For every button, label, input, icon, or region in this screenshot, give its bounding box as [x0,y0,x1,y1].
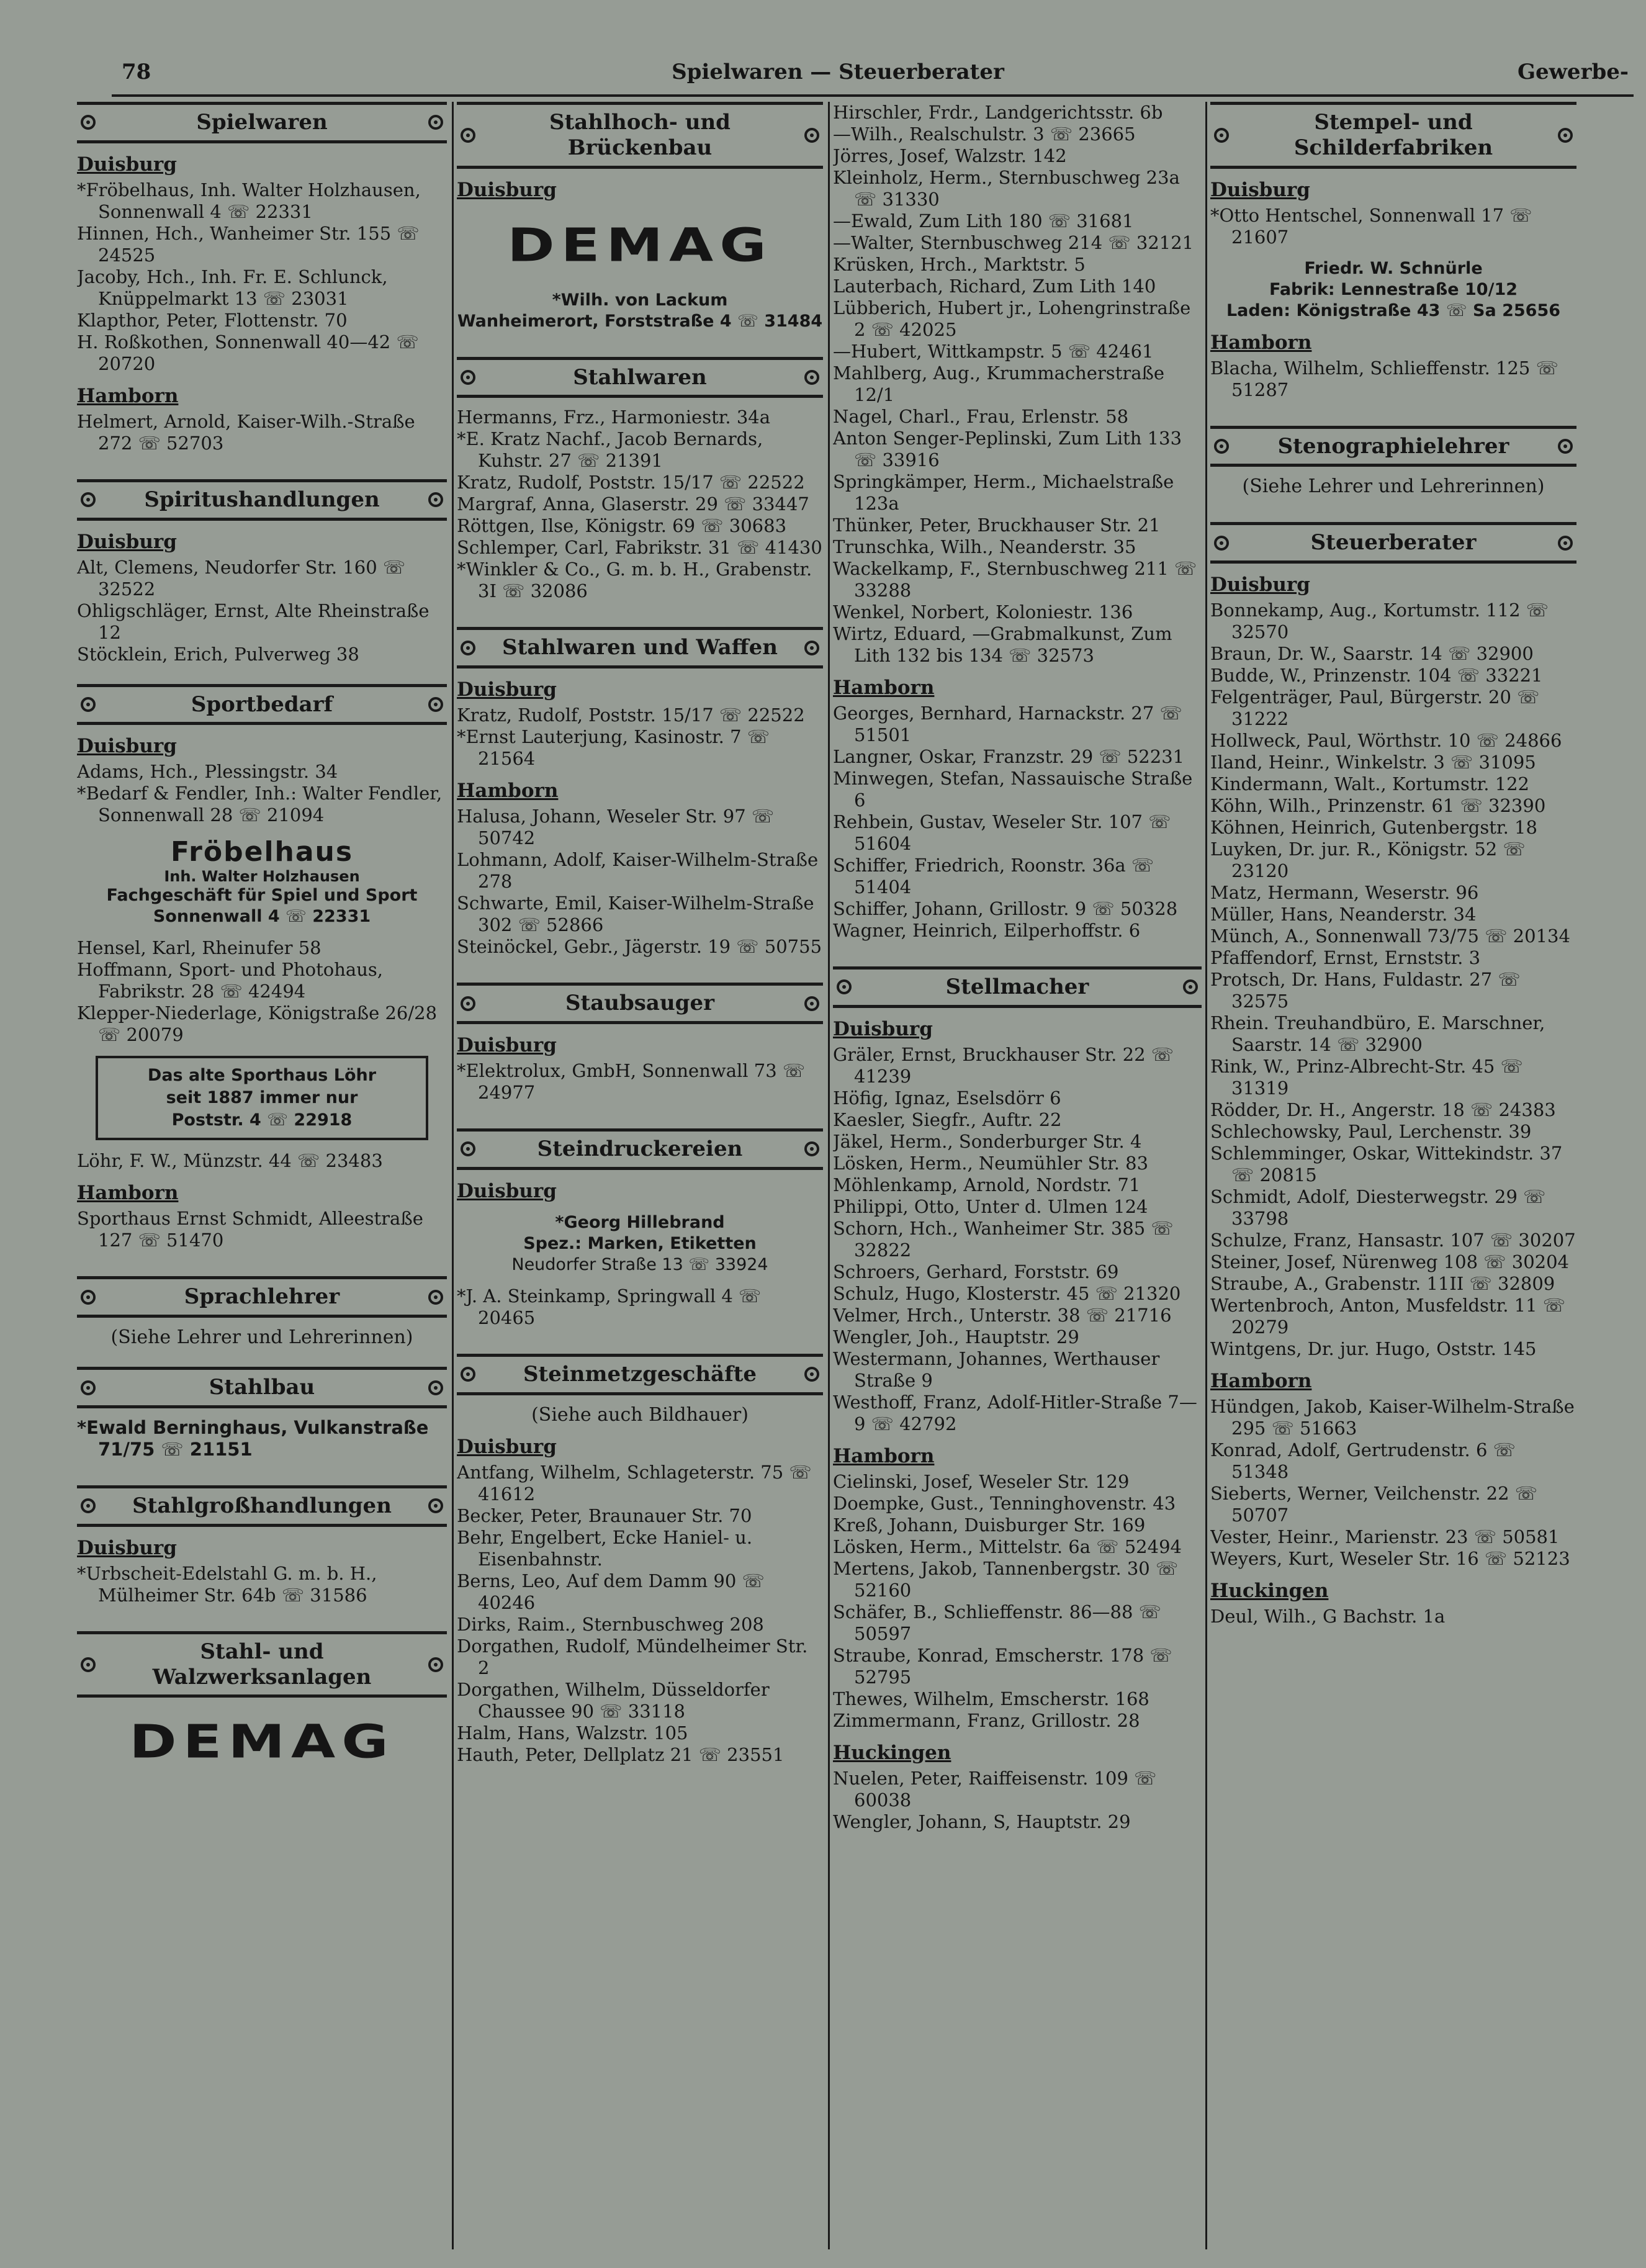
column-3 [833,102,1202,2256]
directory-entry: Jäkel, Herm., Sonderburger Str. 4 [833,1130,1142,1152]
directory-entry: Halm, Hans, Walzstr. 105 [457,1722,688,1744]
directory-entry: Straube, Konrad, Emscherstr. 178 ☏ 52795 [833,1644,1172,1688]
entry-list [77,1150,447,1172]
directory-entry: Minwegen, Stefan, Nassauische Straße 6 [833,768,1193,811]
directory-entry: Konrad, Adolf, Gertrudenstr. 6 ☏ 51348 [1210,1439,1516,1483]
directory-entry: Budde, W., Prinzenstr. 104 ☏ 33221 [1210,665,1543,686]
directory-entry: Helmert, Arnold, Kaiser-Wilh.-Straße 272 ☏ 52703 [77,410,415,454]
directory-entry: Köhn, Wilh., Prinzenstr. 61 ☏ 32390 [1210,795,1546,817]
city-heading: Duisburg [77,530,177,553]
section-header: Stahlgroßhandlungen [77,1485,447,1527]
section-header: Steindruckereien [457,1128,823,1170]
section-header: Stenographielehrer [1210,426,1576,467]
entry-list [833,1471,1202,1732]
demag-logo: DEMAG [129,1716,395,1769]
directory-entry: Wenkel, Norbert, Koloniestr. 136 [833,601,1133,623]
advertisement: *Georg Hillebrand Spez.: Marken, Etiketten Neudorfer Straße 13 ☏ 33924 [511,1212,768,1274]
section-header: Stempel- und Schilderfabriken [1210,102,1576,169]
directory-entry: Lösken, Herm., Mittelstr. 6a ☏ 52494 [833,1536,1182,1557]
directory-entry: Löhr, F. W., Münzstr. 44 ☏ 23483 [77,1150,383,1172]
bullet-icon [804,641,819,655]
bullet-icon [804,996,819,1011]
directory-entry: Nuelen, Peter, Raiffeisenstr. 109 ☏ 60038 [833,1767,1157,1811]
advertisement: *Wilh. von Lackum Wanheimerort, Forststraße 4 ☏ 31484 [457,290,823,331]
directory-entry: Blacha, Wilhelm, Schlieffenstr. 125 ☏ 51287 [1210,357,1558,400]
directory-entry: Vester, Heinr., Marienstr. 23 ☏ 50581 [1210,1526,1560,1548]
column-rule [828,102,830,2249]
entry-list [77,1563,447,1606]
bullet-icon [428,1380,443,1395]
directory-entry: Hensel, Karl, Rheinufer 58 [77,937,322,959]
section-header: Steinmetzgeschäfte [457,1354,823,1395]
bullet-icon [461,128,475,143]
directory-entry: Georges, Bernhard, Harnackstr. 27 ☏ 51501 [833,703,1182,745]
directory-entry: Hinnen, Hch., Wanheimer Str. 155 ☏ 24525 [77,222,420,266]
directory-entry: —Wilh., Realschulstr. 3 ☏ 23665 [833,124,1136,145]
running-title: Spielwaren — Steuerberater [672,60,1004,84]
directory-entry: Westhoff, Franz, Adolf-Hitler-Straße 7—9 ☏ 42792 [833,1391,1197,1434]
directory-entry: Sporthaus Ernst Schmidt, Alleestraße 127 ☏ 51470 [77,1208,423,1251]
header-rule [112,94,1634,97]
directory-entry: Westermann, Johannes, Werthauser Straße 9 [833,1348,1160,1391]
directory-entry: Jörres, Josef, Walzstr. 142 [833,145,1067,166]
bullet-icon [428,1657,443,1672]
directory-entry: Iland, Heinr., Winkelstr. 3 ☏ 31095 [1210,752,1536,773]
section-header: Staubsauger [457,983,823,1024]
directory-entry: Lohmann, Adolf, Kaiser-Wilhelm-Straße 278 [457,849,819,893]
entry-list [77,937,447,1046]
directory-entry: Kratz, Rudolf, Poststr. 15/17 ☏ 22522 [457,704,805,726]
entry-list [77,1417,447,1460]
directory-entry: Wengler, Joh., Hauptstr. 29 [833,1326,1079,1348]
entry-list [1210,358,1576,401]
city-heading: Hamborn [1210,331,1312,354]
directory-entry: Anton Senger-Peplinski, Zum Lith 133 ☏ 33916 [833,428,1182,470]
directory-entry: Schmidt, Adolf, Diesterwegstr. 29 ☏ 33798 [1210,1186,1546,1230]
directory-entry: *Urbscheit-Edelstahl G. m. b. H., Mülheimer Str. 64b ☏ 31586 [77,1562,377,1606]
city-heading: Hamborn [833,1444,935,1467]
bullet-icon [428,1498,443,1513]
directory-entry: Schulze, Franz, Hansastr. 107 ☏ 30207 [1210,1230,1576,1251]
bullet-icon [461,1141,475,1156]
bullet-icon [461,1367,475,1382]
city-heading: Duisburg [457,1033,557,1056]
city-heading: Duisburg [1210,574,1310,596]
directory-entry: Lauterbach, Richard, Zum Lith 140 [833,276,1156,297]
bullet-icon [81,492,96,507]
directory-entry: Straube, A., Grabenstr. 11II ☏ 32809 [1210,1273,1555,1295]
bullet-icon [428,115,443,130]
entry-list [1210,205,1576,248]
see-also-note: (Siehe auch Bildhauer) [531,1403,749,1426]
city-heading: Duisburg [457,178,557,201]
entry-list [457,1285,823,1329]
city-heading: Hamborn [77,384,179,407]
directory-entry: Rödder, Dr. H., Angerstr. 18 ☏ 24383 [1210,1099,1556,1121]
column-rule [452,102,454,2249]
bullet-icon [1558,439,1573,454]
directory-entry: Steinöckel, Gebr., Jägerstr. 19 ☏ 50755 [457,936,822,958]
directory-entry: Braun, Dr. W., Saarstr. 14 ☏ 32900 [1210,643,1534,665]
advertisement: Fröbelhaus Inh. Walter Holzhausen Fachgeschäft für Spiel und Sport Sonnenwall 4 ☏ 22331 [106,836,418,927]
directory-entry: Pfaffendorf, Ernst, Ernststr. 3 [1210,947,1481,969]
directory-entry: Bonnekamp, Aug., Kortumstr. 112 ☏ 32570 [1210,600,1549,643]
directory-entry: Hermanns, Frz., Harmoniestr. 34a [457,407,771,428]
directory-entry: H. Roßkothen, Sonnenwall 40—42 ☏ 20720 [77,331,419,374]
directory-entry: Kleinholz, Herm., Sternbuschweg 23a ☏ 31330 [833,167,1180,210]
directory-entry: Wagner, Heinrich, Eilperhoffstr. 6 [833,920,1141,941]
directory-entry: Rink, W., Prinz-Albrecht-Str. 45 ☏ 31319 [1210,1056,1523,1099]
bullet-icon [837,979,852,994]
directory-entry: —Hubert, Wittkampstr. 5 ☏ 42461 [833,341,1154,362]
directory-entry: Berns, Leo, Auf dem Damm 90 ☏ 40246 [457,1570,765,1613]
section-header: Stahlbau [77,1367,447,1408]
directory-entry: Schäfer, B., Schlieffenstr. 86—88 ☏ 50597 [833,1601,1161,1644]
entry-list [77,761,447,826]
bullet-icon [461,641,475,655]
directory-entry: *Ernst Lauterjung, Kasinostr. 7 ☏ 21564 [457,726,770,770]
bullet-icon [428,1290,443,1305]
directory-entry: Felgenträger, Paul, Bürgerstr. 20 ☏ 31222 [1210,686,1540,730]
directory-entry: *Bedarf & Fendler, Inh.: Walter Fendler, Sonnenwall 28 ☏ 21094 [77,783,443,826]
directory-entry: Weyers, Kurt, Weseler Str. 16 ☏ 52123 [1210,1548,1570,1570]
column-4 [1210,102,1576,2256]
directory-entry: Matz, Hermann, Weserstr. 96 [1210,882,1479,904]
bullet-icon [81,1290,96,1305]
city-heading: Hamborn [457,780,559,803]
bullet-icon [81,1380,96,1395]
entry-list [1210,1606,1576,1627]
directory-entry: Sieberts, Werner, Veilchenstr. 22 ☏ 50707 [1210,1483,1538,1526]
bullet-icon [1214,128,1229,143]
directory-entry: Thünker, Peter, Bruckhauser Str. 21 [833,515,1161,536]
directory-entry: Krüsken, Hrch., Marktstr. 5 [833,254,1086,275]
entry-list [833,1044,1202,1435]
directory-entry: Kindermann, Walt., Kortumstr. 122 [1210,773,1529,795]
entry-list [457,407,823,602]
directory-entry: *E. Kratz Nachf., Jacob Bernards, Kuhstr. 27 ☏ 21391 [457,428,763,472]
directory-entry: Mahlberg, Aug., Krummacherstraße 12/1 [833,362,1165,405]
entry-list [833,1768,1202,1833]
directory-entry: Steiner, Josef, Nürenweg 108 ☏ 30204 [1210,1251,1570,1273]
directory-entry: Ohligschläger, Ernst, Alte Rheinstraße 12 [77,600,429,643]
directory-entry: Velmer, Hrch., Unterstr. 38 ☏ 21716 [833,1304,1172,1326]
directory-entry: Luyken, Dr. jur. R., Königstr. 52 ☏ 23120 [1210,839,1526,882]
bullet-icon [81,697,96,712]
section-header: Stahlhoch- und Brückenbau [457,102,823,169]
directory-entry: Klapthor, Peter, Flottenstr. 70 [77,309,348,331]
directory-entry: Gräler, Ernst, Bruckhauser Str. 22 ☏ 41239 [833,1043,1174,1087]
directory-entry: Schlemper, Carl, Fabrikstr. 31 ☏ 41430 [457,537,822,559]
bullet-icon [1214,439,1229,454]
directory-entry: Antfang, Wilhelm, Schlageterstr. 75 ☏ 41612 [457,1461,812,1505]
entry-list [457,1060,823,1104]
directory-entry: Protsch, Dr. Hans, Fuldastr. 27 ☏ 32575 [1210,969,1521,1012]
directory-entry: Müller, Hans, Neanderstr. 34 [1210,904,1477,925]
directory-entry: Thewes, Wilhelm, Emscherstr. 168 [833,1688,1149,1709]
directory-entry: Rehbein, Gustav, Weseler Str. 107 ☏ 51604 [833,811,1171,854]
directory-entry: Schlechowsky, Paul, Lerchenstr. 39 [1210,1121,1532,1143]
directory-entry: Dirks, Raim., Sternbuschweg 208 [457,1613,764,1635]
column-rule [1205,102,1207,2249]
city-heading: Hamborn [77,1182,179,1205]
bullet-icon [428,492,443,507]
see-also-note: (Siehe Lehrer und Lehrerinnen) [1242,475,1545,498]
directory-entry: Röttgen, Ilse, Königstr. 69 ☏ 30683 [457,515,787,537]
directory-entry: Wirtz, Eduard, —Grabmalkunst, Zum Lith 132 bis 134 ☏ 32573 [833,623,1172,666]
directory-entry: Dorgathen, Rudolf, Mündelheimer Str. 2 [457,1635,808,1678]
section-header: Steuerberater [1210,522,1576,564]
directory-entry: Nagel, Charl., Frau, Erlenstr. 58 [833,406,1129,427]
directory-entry: Schlemminger, Oskar, Wittekindstr. 37 ☏ 20815 [1210,1143,1563,1186]
directory-entry: Margraf, Anna, Glaserstr. 29 ☏ 33447 [457,493,809,515]
directory-entry: Alt, Clemens, Neudorfer Str. 160 ☏ 32522 [77,556,406,600]
directory-entry: *J. A. Steinkamp, Springwall 4 ☏ 20465 [457,1285,762,1328]
directory-entry: Schiffer, Friedrich, Roonstr. 36a ☏ 51404 [833,855,1154,898]
directory-entry: Wackelkamp, F., Sternbuschweg 211 ☏ 33288 [833,558,1197,601]
directory-entry: Münch, A., Sonnenwall 73/75 ☏ 20134 [1210,925,1570,947]
bullet-icon [804,370,819,385]
directory-entry: Behr, Engelbert, Ecke Haniel- u. Eisenbahnstr. [457,1526,753,1570]
directory-entry: Klepper-Niederlage, Königstraße 26/28 ☏ 20079 [77,1002,438,1046]
directory-entry: Lösken, Herm., Neumühler Str. 83 [833,1152,1149,1174]
directory-entry: Stöcklein, Erich, Pulverweg 38 [77,643,359,665]
directory-entry: Hirschler, Frdr., Landgerichtsstr. 6b [833,102,1163,123]
bullet-icon [1214,536,1229,551]
directory-entry: Wengler, Johann, S, Hauptstr. 29 [833,1811,1131,1832]
directory-entry: Hündgen, Jakob, Kaiser-Wilhelm-Straße 295 ☏ 51663 [1210,1396,1575,1439]
entry-list [77,411,447,454]
directory-entry: —Walter, Sternbuschweg 214 ☏ 32121 [833,232,1194,253]
directory-entry: Hauth, Peter, Dellplatz 21 ☏ 23551 [457,1744,785,1765]
bullet-icon [1183,979,1198,994]
column-2 [457,102,823,2256]
column-1 [77,102,447,2256]
see-also-note: (Siehe Lehrer und Lehrerinnen) [110,1326,413,1349]
directory-entry: *Elektrolux, GmbH, Sonnenwall 73 ☏ 24977 [457,1060,806,1103]
city-heading: Duisburg [457,1435,557,1458]
bullet-icon [804,1141,819,1156]
directory-entry: Springkämper, Herm., Michaelstraße 123a [833,471,1174,514]
section-header: Stahlwaren und Waffen [457,627,823,668]
bullet-icon [804,128,819,143]
directory-entry: Hollweck, Paul, Wörthstr. 10 ☏ 24866 [1210,730,1562,752]
directory-entry: Jacoby, Hch., Inh. Fr. E. Schlunck, Knüppelmarkt 13 ☏ 23031 [77,266,388,309]
section-header: Stahl- und Walzwerksanlagen [77,1631,447,1698]
directory-entry: Trunschka, Wilh., Neanderstr. 35 [833,536,1136,557]
section-header: Spielwaren [77,102,447,143]
directory-entry: Rhein. Treuhandbüro, E. Marschner, Saarstr. 14 ☏ 32900 [1210,1012,1545,1056]
bullet-icon [461,996,475,1011]
entry-list [77,1208,447,1251]
entry-list [833,102,1202,667]
directory-entry: Schwarte, Emil, Kaiser-Wilhelm-Straße 302 ☏ 52866 [457,893,814,936]
directory-entry: Cielinski, Josef, Weseler Str. 129 [833,1470,1130,1492]
city-heading: Duisburg [833,1017,933,1040]
bullet-icon [81,1498,96,1513]
city-heading: Hamborn [1210,1370,1312,1393]
city-heading: Duisburg [1210,178,1310,201]
demag-logo: DEMAG [507,218,773,272]
entry-list [457,704,823,770]
entry-list [77,557,447,665]
directory-entry: Adams, Hch., Plessingstr. 34 [77,761,338,783]
bullet-icon [804,1367,819,1382]
directory-entry: Becker, Peter, Braunauer Str. 70 [457,1505,752,1526]
bullet-icon [81,1657,96,1672]
entry-list [77,179,447,375]
section-header: Spiritushandlungen [77,479,447,521]
directory-entry: Halusa, Johann, Weseler Str. 97 ☏ 50742 [457,806,775,849]
directory-entry: Möhlenkamp, Arnold, Nordstr. 71 [833,1174,1141,1195]
directory-entry: Deul, Wilh., G Bachstr. 1a [1210,1606,1446,1627]
bullet-icon [428,697,443,712]
directory-entry: Kratz, Rudolf, Poststr. 15/17 ☏ 22522 [457,472,805,493]
directory-entry: *Fröbelhaus, Inh. Walter Holzhausen, Sonnenwall 4 ☏ 22331 [77,179,421,222]
directory-entry: —Ewald, Zum Lith 180 ☏ 31681 [833,210,1134,232]
city-heading: Duisburg [457,1179,557,1202]
section-header: Stahlwaren [457,357,823,398]
entry-list [1210,1396,1576,1570]
city-heading: Huckingen [1210,1580,1329,1603]
city-heading: Duisburg [77,153,177,176]
directory-entry: Hoffmann, Sport- und Photohaus, Fabrikstr. 28 ☏ 42494 [77,959,383,1002]
section-header: Stellmacher [833,966,1202,1008]
directory-entry: Lübberich, Hubert jr., Lohengrinstraße 2 ☏ 42025 [833,297,1191,340]
directory-entry: Höfig, Ignaz, Eselsdörr 6 [833,1087,1061,1109]
boxed-advertisement: Das alte Sporthaus Löhr seit 1887 immer nur Poststr. 4 ☏ 22918 [96,1056,428,1140]
directory-entry: Schorn, Hch., Wanheimer Str. 385 ☏ 32822 [833,1217,1174,1261]
directory-entry: Mertens, Jakob, Tannenbergstr. 30 ☏ 52160 [833,1557,1179,1601]
bullet-icon [81,115,96,130]
section-header: Sportbedarf [77,684,447,726]
directory-entry: Köhnen, Heinrich, Gutenbergstr. 18 [1210,817,1537,839]
directory-entry: *Ewald Berninghaus, Vulkanstraße 71/75 ☏ 21151 [77,1416,429,1460]
bullet-icon [461,370,475,385]
entry-list [457,806,823,958]
directory-entry: Wintgens, Dr. jur. Hugo, Oststr. 145 [1210,1338,1537,1360]
directory-entry: Doempke, Gust., Tenninghovenstr. 43 [833,1492,1176,1514]
bullet-icon [1558,536,1573,551]
city-heading: Huckingen [833,1741,951,1764]
directory-entry: Schroers, Gerhard, Forststr. 69 [833,1261,1119,1282]
city-heading: Duisburg [457,678,557,701]
directory-entry: Langner, Oskar, Franzstr. 29 ☏ 52231 [833,746,1185,767]
directory-entry: Schulz, Hugo, Klosterstr. 45 ☏ 21320 [833,1282,1181,1304]
directory-entry: Dorgathen, Wilhelm, Düsseldorfer Chaussee 90 ☏ 33118 [457,1678,770,1722]
entry-list [1210,600,1576,1360]
directory-entry: *Otto Hentschel, Sonnenwall 17 ☏ 21607 [1210,204,1532,248]
city-heading: Duisburg [77,735,177,758]
directory-entry: *Winkler & Co., G. m. b. H., Grabenstr. 3I ☏ 32086 [457,559,812,602]
entry-list [457,1462,823,1766]
running-title-right: Gewerbe- [1518,60,1629,84]
directory-entry: Zimmermann, Franz, Grillostr. 28 [833,1709,1140,1731]
directory-entry: Wertenbroch, Anton, Musfeldstr. 11 ☏ 20279 [1210,1295,1566,1338]
directory-entry: Kreß, Johann, Duisburger Str. 169 [833,1514,1146,1536]
directory-entry: Schiffer, Johann, Grillostr. 9 ☏ 50328 [833,898,1178,919]
entry-list [833,703,1202,942]
bullet-icon [1558,128,1573,143]
city-heading: Hamborn [833,677,935,699]
page-number: 78 [122,60,151,84]
city-heading: Duisburg [77,1536,177,1559]
directory-entry: Philippi, Otto, Unter d. Ulmen 124 [833,1195,1148,1217]
section-header: Sprachlehrer [77,1276,447,1318]
advertisement: Friedr. W. Schnürle Fabrik: Lennestraße 10/12 Laden: Königstraße 43 ☏ Sa 25656 [1226,258,1561,320]
directory-entry: Kaesler, Siegfr., Auftr. 22 [833,1109,1062,1130]
